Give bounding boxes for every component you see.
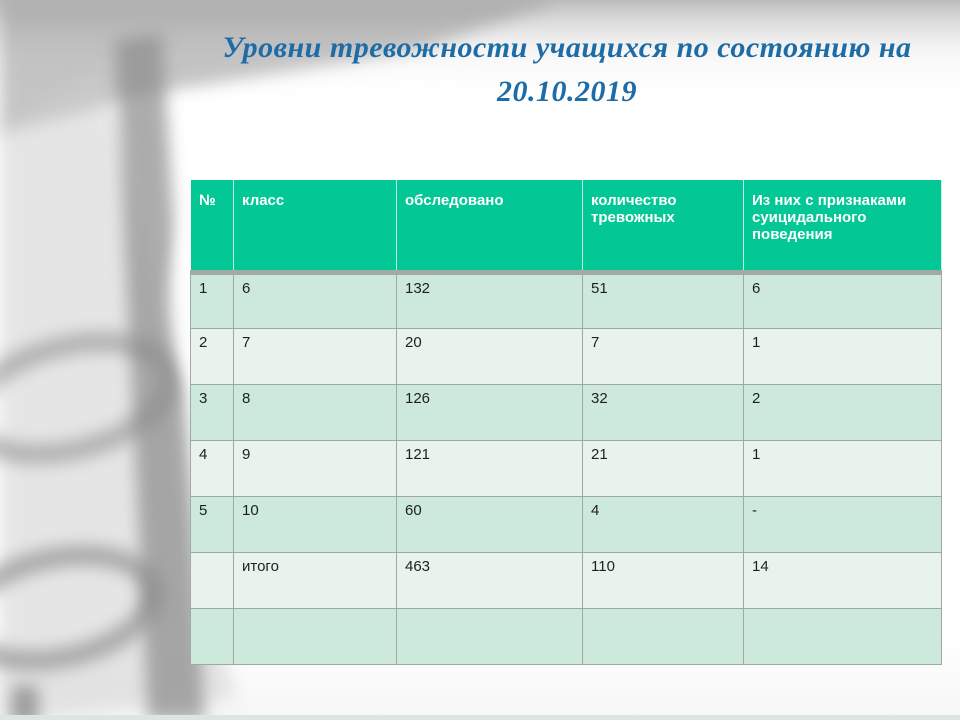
slide-title-line-1: Уровни тревожности учащихся по состоянию на [222,31,912,64]
table-row [191,552,942,608]
table-cell [234,608,397,664]
slide-title-line-2: 20.10.2019 [497,75,637,108]
table-row [191,608,942,664]
table-cell: 9 [234,440,397,496]
table-cell: 110 [583,552,744,608]
table-cell: 2 [744,384,942,440]
table-row [191,272,942,328]
table-row [191,328,942,384]
header-cell-anxious-count: количество тревожных [583,180,744,272]
header-cell-examined: обследовано [397,180,583,272]
table-cell: итого [234,552,397,608]
anxiety-levels-table [190,180,942,665]
table-cell: 51 [583,272,744,328]
table-cell: 32 [583,384,744,440]
header-cell-number: № [191,180,234,272]
header-cell-class: класс [234,180,397,272]
table-cell: 60 [397,496,583,552]
table-cell: 10 [234,496,397,552]
table-cell: 6 [744,272,942,328]
table-cell: 132 [397,272,583,328]
table-cell: - [744,496,942,552]
table-cell: 4 [583,496,744,552]
table-cell: 1 [191,272,234,328]
table-body [191,272,942,664]
table-cell: 21 [583,440,744,496]
table-cell: 4 [191,440,234,496]
table-cell: 7 [583,328,744,384]
bottom-edge-strip [0,715,960,720]
table-cell [744,608,942,664]
table-cell: 1 [744,328,942,384]
table-cell: 5 [191,496,234,552]
table-cell: 8 [234,384,397,440]
table-cell: 3 [191,384,234,440]
table-cell [191,608,234,664]
header-cell-suicidal-signs: Из них с признаками суицидального поведения [744,180,942,272]
table-row [191,384,942,440]
table-cell: 7 [234,328,397,384]
table-cell: 14 [744,552,942,608]
table-cell: 463 [397,552,583,608]
table-cell [583,608,744,664]
table-row [191,440,942,496]
table-cell: 20 [397,328,583,384]
table-cell: 2 [191,328,234,384]
table-cell: 126 [397,384,583,440]
table-header-row [191,180,942,272]
table-cell: 1 [744,440,942,496]
table-cell [191,552,234,608]
table-cell: 6 [234,272,397,328]
table-cell [397,608,583,664]
table-row [191,496,942,552]
slide-title [188,26,946,114]
table-cell: 121 [397,440,583,496]
